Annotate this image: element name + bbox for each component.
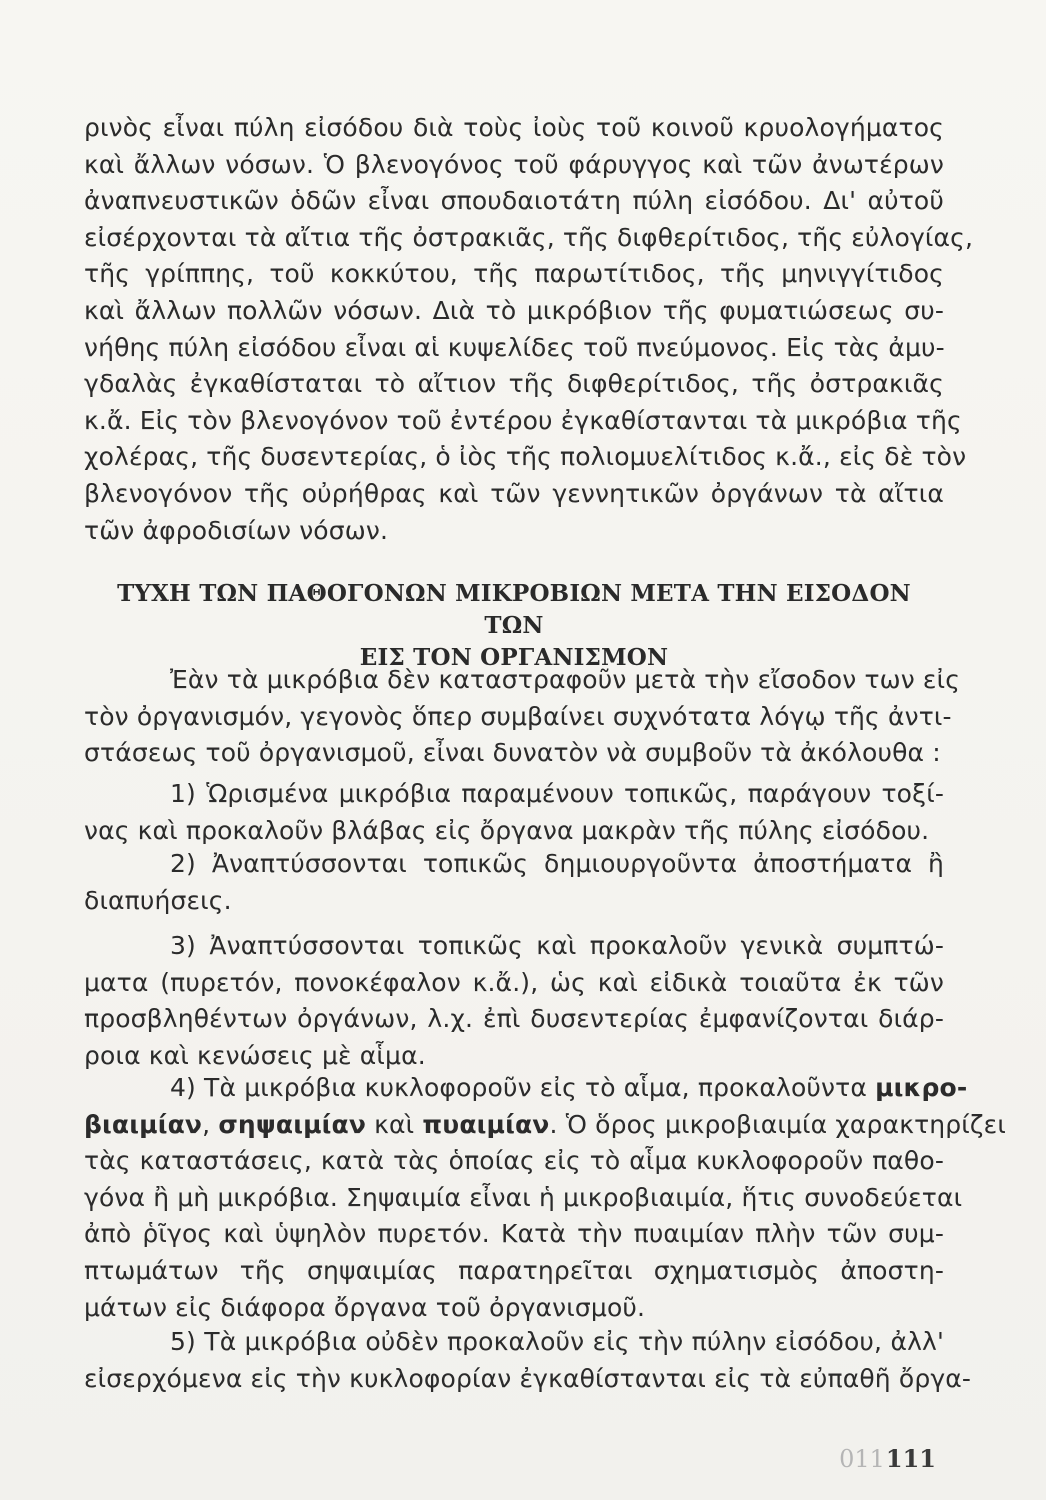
text-line: 3) Ἀναπτύσσονται τοπικῶς καὶ προκαλοῦν γενικὰ συμπτώ- bbox=[170, 931, 944, 960]
text-line bbox=[84, 1070, 968, 1107]
text-line: εἰσέρχονται τὰ αἴτια τῆς ὀστρακιᾶς, τῆς διφθερίτιδος, τῆς εὐλογίας, bbox=[84, 222, 974, 252]
text-line: μάτων εἰς διάφορα ὄργανα τοῦ ὀργανισμοῦ. bbox=[84, 1292, 646, 1322]
paragraph-2 bbox=[84, 662, 961, 772]
text-line: 1) Ὡρισμένα μικρόβια παραμένουν τοπικῶς, παράγουν τοξί- bbox=[170, 779, 944, 808]
text-line: ἀπὸ ῥῖγος καὶ ὑψηλὸν πυρετόν. Κατὰ τὴν πυαιμίαν πλὴν τῶν συμ- bbox=[84, 1219, 944, 1249]
text-line: προσβληθέντων ὀργάνων, λ.χ. ἐπὶ δυσεντερίας ἐμφανίζονται διάρ- bbox=[84, 1004, 944, 1034]
page-stamp: 011 bbox=[839, 1445, 885, 1473]
text-line: στάσεως τοῦ ὀργανισμοῦ, εἶναι δυνατὸν νὰ συμβοῦν τὰ ἀκόλουθα : bbox=[84, 738, 941, 768]
text-line: τῶν ἀφροδισίων νόσων. bbox=[84, 515, 389, 545]
text-line: καὶ ἄλλων νόσων. Ὁ βλενογόνος τοῦ φάρυγγος καὶ τῶν ἀνωτέρων bbox=[84, 149, 944, 179]
list-item-5 bbox=[84, 1324, 972, 1397]
text-line: 2) Ἀναπτύσσονται τοπικῶς δημιουργοῦντα ἀποστήματα ἢ bbox=[170, 849, 944, 878]
text-line: 5) Τὰ μικρόβια οὐδὲν προκαλοῦν εἰς τὴν πύλην εἰσόδου, ἀλλ' bbox=[170, 1327, 944, 1356]
list-item-1 bbox=[84, 776, 944, 849]
text-line: τῆς γρίππης, τοῦ κοκκύτου, τῆς παρωτίτιδος, τῆς μηνιγγίτιδος bbox=[84, 259, 944, 289]
text-span: καὶ bbox=[366, 1109, 423, 1139]
list-item-3 bbox=[84, 928, 944, 1074]
text-line: ροια καὶ κενώσεις μὲ αἷμα. bbox=[84, 1040, 426, 1070]
page-number-value: 111 bbox=[885, 1444, 936, 1473]
text-line: γόνα ἢ μὴ μικρόβια. Σηψαιμία εἶναι ἡ μικροβιαιμία, ἥτις συνοδεύεται bbox=[84, 1182, 963, 1212]
text-line: πτωμάτων τῆς σηψαιμίας παρατηρεῖται σχηματισμὸς ἀποστη- bbox=[84, 1255, 944, 1285]
text-line: γδαλὰς ἐγκαθίσταται τὸ αἴτιον τῆς διφθερίτιδος, τῆς ὀστρακιᾶς bbox=[84, 369, 944, 399]
text-line: βλενογόνον τῆς οὐρήθρας καὶ τῶν γεννητικῶν ὀργάνων τὰ αἴτια bbox=[84, 478, 944, 508]
text-line: καὶ ἄλλων πολλῶν νόσων. Διὰ τὸ μικρόβιον τῆς φυματιώσεως συ- bbox=[84, 295, 944, 325]
bold-term: μικρο- bbox=[875, 1073, 968, 1102]
bold-term: πυαιμίαν bbox=[422, 1109, 550, 1139]
page-number bbox=[839, 1444, 936, 1473]
text-line: τὰς καταστάσεις, κατὰ τὰς ὁποίας εἰς τὸ αἷμα κυκλοφοροῦν παθο- bbox=[84, 1146, 944, 1176]
text-line: νήθης πύλη εἰσόδου εἶναι αἱ κυψελίδες τοῦ πνεύμονος. Εἰς τὰς ἀμυ- bbox=[84, 332, 945, 362]
list-item-4 bbox=[84, 1070, 1006, 1326]
text-line bbox=[84, 1107, 1006, 1144]
text-span: 4) Τὰ μικρόβια κυκλοφοροῦν εἰς τὸ αἷμα, προκαλοῦντα bbox=[170, 1073, 876, 1102]
text-line: ἀναπνευστικῶν ὁδῶν εἶναι σπουδαιοτάτη πύλη εἰσόδου. Δι' αὐτοῦ bbox=[84, 186, 944, 216]
text-line: νας καὶ προκαλοῦν βλάβας εἰς ὄργανα μακρὰν τῆς πύλης εἰσόδου. bbox=[84, 815, 930, 845]
bold-term: σηψαιμίαν bbox=[218, 1109, 367, 1139]
text-line: διαπυήσεις. bbox=[84, 885, 232, 915]
text-line: ματα (πυρετόν, πονοκέφαλον κ.ἄ.), ὡς καὶ εἰδικὰ τοιαῦτα ἐκ τῶν bbox=[84, 967, 944, 997]
text-line: τὸν ὀργανισμόν, γεγονὸς ὅπερ συμβαίνει συχνότατα λόγῳ τῆς ἀντι- bbox=[84, 701, 952, 731]
bold-term: βιαιμίαν bbox=[84, 1109, 203, 1139]
paragraph-1 bbox=[84, 110, 974, 549]
text-line: κ.ἄ. Εἰς τὸν βλενογόνον τοῦ ἐντέρου ἐγκαθίστανται τὰ μικρόβια τῆς bbox=[84, 405, 962, 435]
text-line: εἰσερχόμενα εἰς τὴν κυκλοφορίαν ἐγκαθίστανται εἰς τὰ εὐπαθῆ ὄργα- bbox=[84, 1363, 972, 1393]
text-span: . Ὁ ὅρος μικροβιαιμία χαρακτηρίζει bbox=[549, 1109, 1006, 1139]
text-line: ρινὸς εἶναι πύλη εἰσόδου διὰ τοὺς ἰοὺς τοῦ κοινοῦ κρυολογήματος bbox=[84, 113, 944, 142]
list-item-2 bbox=[84, 846, 944, 919]
heading-line-1: ΤΥΧΗ ΤΩΝ ΠΑΘΟΓΟΝΩΝ ΜΙΚΡΟΒΙΩΝ ΜΕΤΑ ΤΗΝ ΕΙΣΟΔΟΝ ΤΩΝ bbox=[117, 580, 911, 639]
text-line: Ἐὰν τὰ μικρόβια δὲν καταστραφοῦν μετὰ τὴν εἴσοδον των εἰς bbox=[170, 665, 961, 694]
text-span: , bbox=[202, 1109, 219, 1139]
section-heading bbox=[84, 578, 944, 674]
heading-line-2: ΕΙΣ ΤΟΝ ΟΡΓΑΝΙΣΜΟΝ bbox=[359, 644, 669, 671]
text-line: χολέρας, τῆς δυσεντερίας, ὁ ἰὸς τῆς πολιομυελίτιδος κ.ἄ., εἰς δὲ τὸν bbox=[84, 442, 967, 472]
